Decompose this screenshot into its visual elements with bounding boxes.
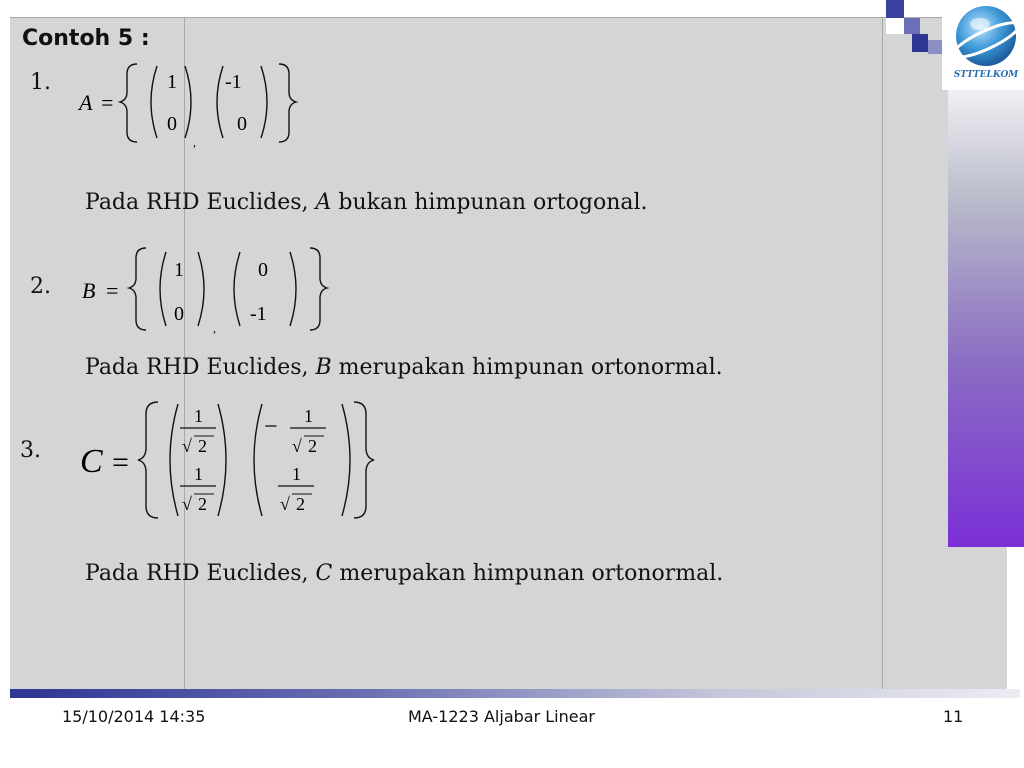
item-1-statement-suffix: bukan himpunan ortogonal. <box>331 190 648 215</box>
deco-square-5 <box>928 40 942 54</box>
footer-page-number: 11 <box>943 707 964 726</box>
set-c-v1-top-den: 2 <box>198 436 207 456</box>
set-c-v1-bottom-radical: √ <box>182 494 192 514</box>
set-c-v1-top-num: 1 <box>194 406 203 426</box>
set-b-v1-top: 1 <box>174 259 184 281</box>
set-b-v1-bottom: 0 <box>174 303 184 325</box>
logo-text: STTTELKOM <box>953 70 1019 80</box>
set-c-v2-top-num: 1 <box>304 406 313 426</box>
guide-line-top <box>10 17 1007 18</box>
set-c-formula <box>76 398 376 524</box>
set-b-v2-bottom: -1 <box>250 303 267 325</box>
slide-heading: Contoh 5 : <box>22 26 150 51</box>
set-c-v2-bottom-den: 2 <box>296 494 305 514</box>
footer-course: MA-1223 Aljabar Linear <box>408 707 595 726</box>
guide-line-right <box>882 17 883 692</box>
item-3-number: 3. <box>20 438 41 463</box>
set-a-v1-bottom: 0 <box>167 113 177 135</box>
item-3-statement-prefix: Pada RHD Euclides, <box>85 561 316 586</box>
set-c-v1-top-radical: √ <box>182 436 192 456</box>
deco-square-2 <box>904 18 920 34</box>
globe-logo-icon <box>942 0 1024 72</box>
set-a-v2-top: -1 <box>225 71 242 93</box>
set-c-v1-bottom-num: 1 <box>194 464 203 484</box>
item-1-statement <box>85 190 648 215</box>
set-c-symbol: C <box>80 443 103 480</box>
set-c-v2-top-radical: √ <box>292 436 302 456</box>
item-2-statement-var: B <box>315 355 332 380</box>
right-gradient-bar <box>948 90 1024 547</box>
deco-square-3 <box>886 18 904 34</box>
set-b-formula <box>78 244 338 334</box>
set-b-v2-top: 0 <box>258 259 268 281</box>
set-c-v2-bottom-num: 1 <box>292 464 301 484</box>
set-b-equals: = <box>106 278 119 303</box>
item-2-number: 2. <box>30 274 51 299</box>
deco-square-4 <box>912 34 928 52</box>
item-1-statement-var: A <box>315 190 332 215</box>
set-a-v1-top: 1 <box>167 71 177 93</box>
item-3-statement-var: C <box>315 561 333 586</box>
item-3-statement-suffix: merupakan himpunan ortonormal. <box>332 561 724 586</box>
item-1-number: 1. <box>30 70 51 95</box>
item-2-statement-prefix: Pada RHD Euclides, <box>85 355 316 380</box>
item-1-statement-prefix: Pada RHD Euclides, <box>85 190 316 215</box>
set-a-symbol: A <box>79 90 93 115</box>
set-c-equals: = <box>112 446 129 479</box>
set-c-v2-bottom-radical: √ <box>280 494 290 514</box>
set-a-comma: , <box>193 135 196 148</box>
footer-date: 15/10/2014 14:35 <box>62 707 206 726</box>
set-b-symbol: B <box>82 278 96 303</box>
set-a-formula <box>75 58 305 148</box>
bottom-gradient-bar <box>10 689 1020 698</box>
item-3-statement <box>85 561 723 586</box>
set-c-v2-top-den: 2 <box>308 436 317 456</box>
item-2-statement <box>85 355 723 380</box>
set-a-v2-bottom: 0 <box>237 113 247 135</box>
set-c-v1-bottom-den: 2 <box>198 494 207 514</box>
deco-square-1 <box>886 0 904 18</box>
set-c-v2-top-minus: − <box>264 414 278 440</box>
set-b-comma: , <box>213 321 216 334</box>
item-2-statement-suffix: merupakan himpunan ortonormal. <box>331 355 723 380</box>
set-a-equals: = <box>101 90 114 115</box>
